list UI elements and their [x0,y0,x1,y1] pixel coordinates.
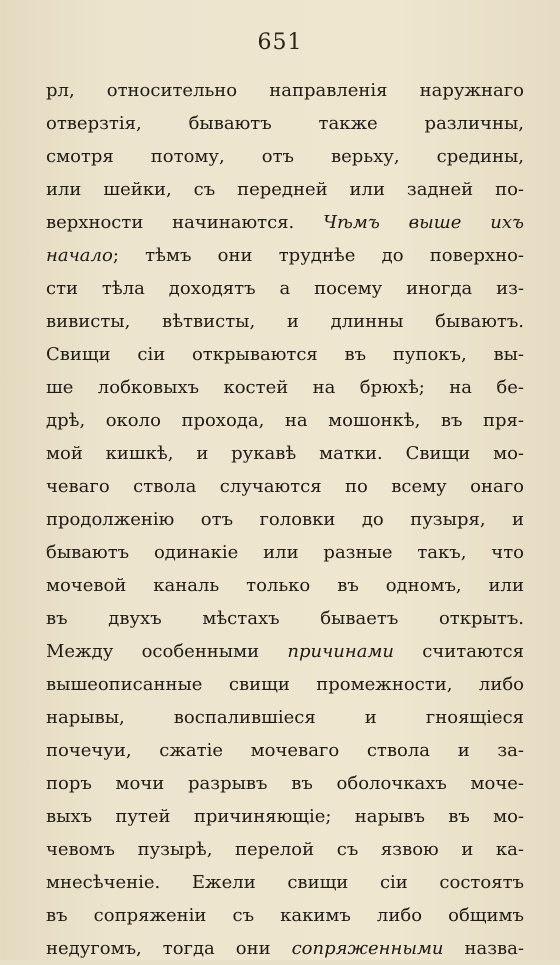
text-segment: отверзтія, бываютъ также различны, [46,113,524,134]
text-segment: продолженію отъ головки до пузыря, и [46,509,524,530]
text-segment: дрѣ, около прохода, на мошонкѣ, въ пря- [46,410,524,431]
text-segment: поръ мочи разрывъ въ оболочкахъ моче- [46,773,524,794]
text-segment: назва- [443,938,524,959]
text-line [46,833,524,866]
text-line [46,569,524,602]
text-line [46,866,524,899]
text-line [46,503,524,536]
text-line [46,536,524,569]
text-segment: вивисты, вѣтвисты, и длинны бываютъ. [46,311,524,332]
text-line [46,635,524,668]
text-segment: смотря потому, отъ верьху, средины, [46,146,524,167]
text-line [46,371,524,404]
text-line [46,338,524,371]
text-segment: мнесѣченіе. Ежели свищи сіи состоятъ [46,872,524,893]
text-segment: чевомъ пузырѣ, перелой съ язвою и ка- [46,839,524,860]
text-line [46,734,524,767]
text-segment: почечуи, сжатіе мочеваго ствола и за- [46,740,524,761]
italic-text: причинами [287,641,394,662]
text-line [46,173,524,206]
text-line [46,470,524,503]
text-line [46,74,524,107]
text-segment: считаются [394,641,524,662]
text-line [46,140,524,173]
text-segment: нарывы, воспалившіеся и гноящіеся [46,707,524,728]
text-segment: вышеописанные свищи промежности, либо [46,674,524,695]
text-segment: недугомъ, тогда они [46,938,292,959]
text-segment: въ сопряженіи съ какимъ либо общимъ [46,905,524,926]
page-number: 651 [257,30,303,55]
text-line [46,767,524,800]
text-line [46,305,524,338]
italic-text: Чѣмъ выше ихъ [323,212,524,233]
text-line [46,668,524,701]
text-line [46,404,524,437]
text-segment: мочевой каналь только въ одномъ, или [46,575,524,596]
text-segment: Свищи сіи открываются въ пупокъ, вы- [46,344,524,365]
text-line [46,107,524,140]
text-line [46,932,524,965]
text-line [46,800,524,833]
text-line [46,701,524,734]
text-segment: верхности начинаются. [46,212,324,233]
text-segment: ; тѣмъ они труднѣе до поверхно- [112,245,524,266]
text-segment: сти тѣла доходятъ а посему иногда из- [46,278,524,299]
text-line [46,437,524,470]
text-segment: мой кишкѣ, и рукавѣ матки. Свищи мо- [46,443,524,464]
italic-text: сопряженными [291,938,444,959]
text-line [46,272,524,305]
text-segment: или шейки, съ передней или задней по- [46,179,524,200]
text-segment: бываютъ одинакіе или разные такъ, что [46,542,524,563]
text-line [46,239,524,272]
text-line [46,206,524,239]
text-segment: ше лобковыхъ костей на брюхѣ; на бе- [46,377,524,398]
text-segment: чеваго ствола случаются по всему онаго [46,476,524,497]
italic-text: начало [46,245,113,266]
text-segment: выхъ путей причиняющіе; нарывъ въ мо- [46,806,524,827]
text-segment: рл, относительно направленія наружнаго [46,80,524,101]
body-text [46,74,524,965]
text-line [46,602,524,635]
text-segment: Между особенными [46,641,288,662]
text-segment: въ двухъ мѣстахъ бываетъ открытъ. [46,608,524,629]
text-line [46,899,524,932]
